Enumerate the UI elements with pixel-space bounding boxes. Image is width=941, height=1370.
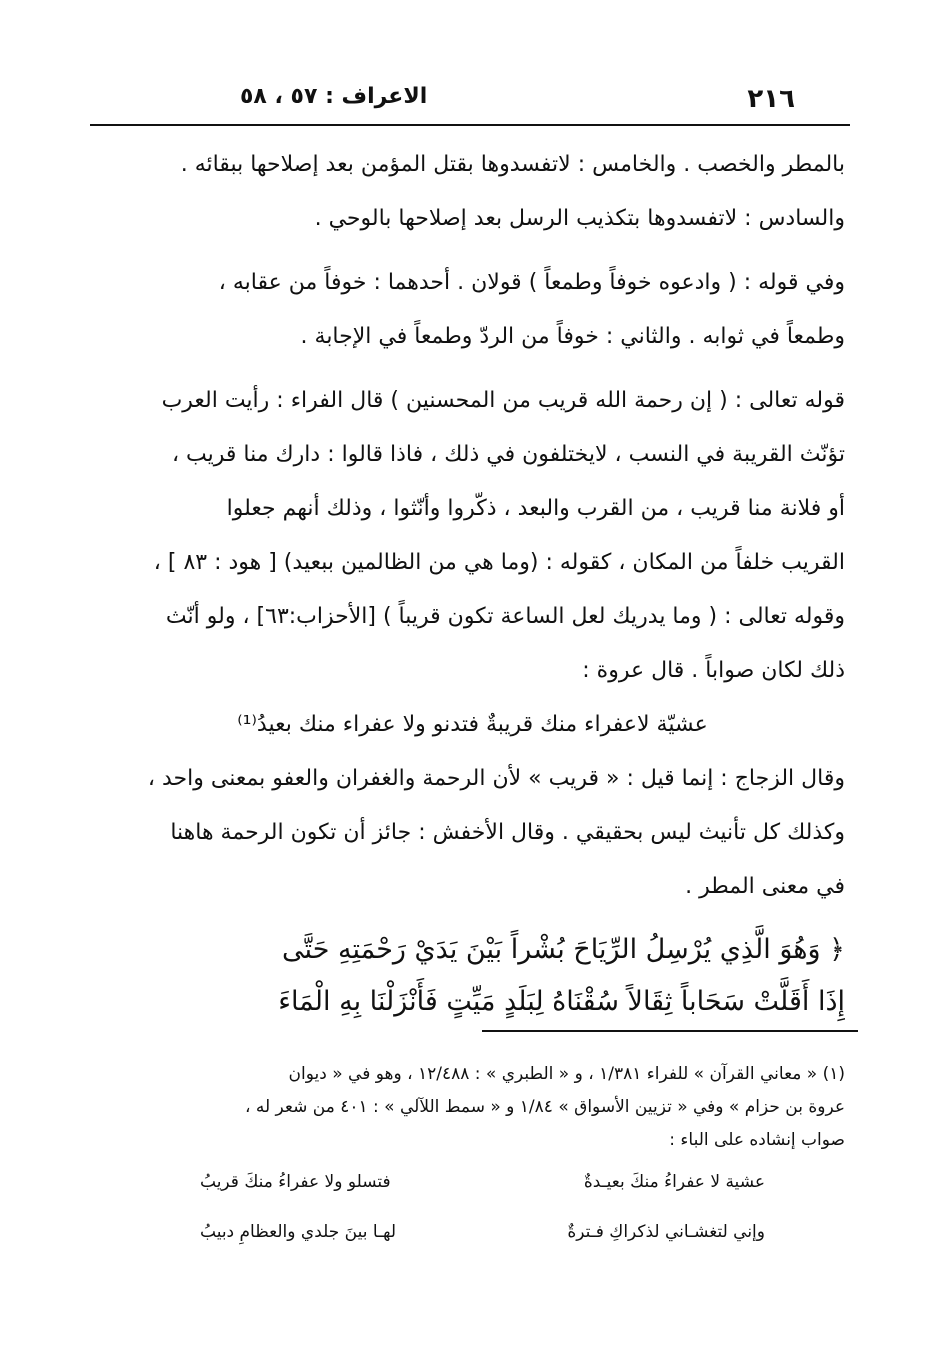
quran-verse-line: ﴿ وَهُوَ الَّذِي يُرْسِلُ الرِّيَاحَ بُشْراً بَيْنَ يَدَيْ رَحْمَتِهِ حَتَّى	[282, 934, 845, 965]
text-line: أو فلانة منا قريب ، من القرب والبعد ، ذكّروا وأنّثوا ، وذلك أنهم جعلوا	[226, 496, 845, 521]
text-line: القريب خلفاً من المكان ، كقوله : (وما هي من الظالمين ببعيد) [ هود : ٨٣ ] ،	[153, 550, 845, 575]
text-line: تؤنّث القريبة في النسب ، لايختلفون في ذلك ، فاذا قالوا : دارك منا قريب ،	[171, 442, 845, 467]
verse-first-hemistich: وإني لتغشـاني لذكراكِ فـترةٌ	[567, 1222, 765, 1242]
footnote-separator	[482, 1030, 858, 1032]
header-rule	[90, 124, 850, 126]
verse-second-hemistich: فتسلو ولا عفراءُ منكَ قريبُ	[200, 1172, 391, 1192]
text-line: وقال الزجاج : إنما قيل : « قريب » لأن الرحمة والغفران والعفو بمعنى واحد ،	[147, 766, 845, 791]
text-line: والسادس : لاتفسدوها بتكذيب الرسل بعد إصلاحها بالوحي .	[314, 206, 845, 231]
footnote-line: عروة بن حزام » وفي « تزيين الأسواق » ١/٨٤ و « سمط اللآلي » : ٤٠١ من شعر له ،	[244, 1097, 845, 1117]
verse-second-hemistich: لهـا بينَ جلدي والعظامِ دبيبُ	[200, 1222, 397, 1242]
text-line: ذلك لكان صواباً . قال عروة :	[582, 658, 845, 683]
text-line: وفي قوله : ( وادعوه خوفاً وطمعاً ) قولان . أحدهما : خوفاً من عقابه ،	[218, 270, 845, 295]
page-header	[90, 84, 835, 124]
footnote-line: صواب إنشاده على الباء :	[669, 1130, 845, 1150]
text-line: وقوله تعالى : ( وما يدريك لعل الساعة تكون قريباً ) [الأحزاب:٦٣] ، ولو أنّث	[165, 604, 845, 629]
footnote-verse	[100, 1157, 845, 1207]
text-line: بالمطر والخصب . والخامس : لاتفسدوها بقتل المؤمن بعد إصلاحها ببقائه .	[180, 152, 845, 177]
poetry-verse: عشيّة لاعفراء منك قريبةٌ فتدنو ولا عفراء منك بعيدُ⁽¹⁾	[237, 712, 708, 737]
main-text	[100, 138, 845, 1028]
footnote-verse	[100, 1207, 845, 1257]
quran-verse-line: إِذَا أَقَلَّتْ سَحَاباً ثِقَالاً سُقْنَاهُ لِبَلَدٍ مَيِّتٍ فَأَنْزَلْنَا بِهِ الْمَاءَ	[278, 986, 845, 1017]
text-line: في معنى المطر .	[685, 874, 845, 899]
text-line: وكذلك كل تأنيث ليس بحقيقي . وقال الأخفش : جائز أن تكون الرحمة هاهنا	[170, 820, 845, 845]
text-line: وطمعاً في ثوابه . والثاني : خوفاً من الردّ وطمعاً في الإجابة .	[300, 324, 845, 349]
footnotes	[100, 1058, 845, 1257]
running-head: الاعراف : ٥٧ ، ٥٨	[240, 84, 428, 109]
footnote-line: (١) « معاني القرآن » للفراء ١/٣٨١ ، و « الطبري » : ١٢/٤٨٨ ، وهو في « ديوان	[288, 1064, 845, 1084]
page-number: ٢١٦	[747, 84, 795, 114]
text-line: قوله تعالى : ( إن رحمة الله قريب من المحسنين ) قال الفراء : رأيت العرب	[161, 388, 845, 413]
verse-first-hemistich: عشية لا عفراءُ منكَ بعيـدةٌ	[583, 1172, 765, 1192]
